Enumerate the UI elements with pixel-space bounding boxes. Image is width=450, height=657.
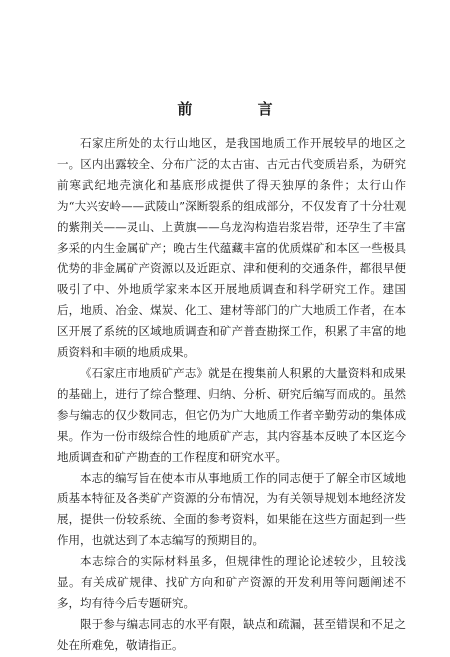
body-text bbox=[57, 133, 406, 656]
paragraph-2: 《石家庄市地质矿产志》就是在搜集前人积累的大量资料和成果的基础上，进行了综合整理、归纳、分析、研究后编写而成的。虽然参与编志的仅少数同志，但它仍为广大地质工作者辛勤劳动的集体成果。作为一份市级综合性的地质矿产志，其内容基本反映了本区迄今地质调查和矿产勘查的工作程度和研究水平。 bbox=[57, 365, 406, 464]
page-title: 前 言 bbox=[177, 100, 303, 118]
paragraph-5: 限于参与编志同志的水平有限，缺点和疏漏，甚至错误和不足之处在所难免，敬请指正。 bbox=[57, 616, 406, 652]
paragraph-1: 石家庄所处的太行山地区，是我国地质工作开展较早的地区之一。区内出露较全、分布广泛的太古宙、古元古代变质岩系，为研究前寒武纪地壳演化和基底形成提供了得天独厚的条件；太行山作为“大兴安岭——武陵山”深断裂系的组成部分，不仅发育了十分壮观的紫荆关——灵山、上黄旗——乌龙沟构造岩浆岩带，还孕生了丰富多采的内生金属矿产；晚古生代蕴藏丰富的优质煤矿和本区一些极具优势的非金属矿产资源以及近距京、津和便利的交通条件，都很早便吸引了中、外地质学家来本区开展地质调查和科学研究工作。建国后，地质、冶金、煤炭、化工、建材等部门的广大地质工作者，在本区开展了系统的区域地质调查和矿产普查勘探工作，积累了丰富的地质资料和丰硕的地质成果。 bbox=[57, 136, 406, 360]
paragraph-3: 本志的编写旨在使本市从事地质工作的同志便于了解全市区域地质基本特征及各类矿产资源的分布情况，为有关领导规划本地经济发展，提供一份较系统、全面的参考资料，如果能在这些方面起到一些作用，也就达到了本志编写的预期目的。 bbox=[57, 470, 406, 548]
paragraph-4: 本志综合的实际材料虽多，但规律性的理论论述较少，且较浅显。有关成矿规律、找矿方向和矿产资源的开发利用等问题阐述不多，均有待今后专题研究。 bbox=[57, 554, 406, 610]
